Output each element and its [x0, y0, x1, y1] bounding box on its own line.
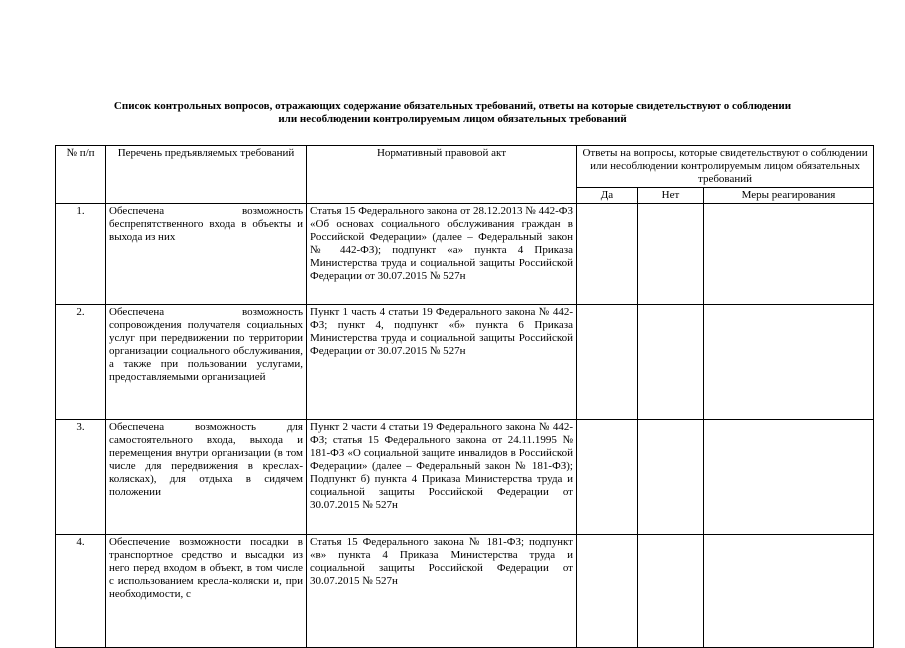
legal-act-cell: Пункт 2 части 4 статьи 19 Федерального закона № 442-ФЗ; статья 15 Федерального закона от 24.11.1995 № 181-ФЗ «О социальной защите инвалидов в Российской Федерации» (далее – Федеральный закон № 181-ФЗ); Подпункт б) пункта 4 Приказа Министерства труда и социальной защиты Российской Федерации от 30.07.2015 № 527н: [307, 420, 577, 535]
document-title-line-2: или несоблюдении контролируемым лицом обязательных требований: [278, 113, 627, 125]
header-row-1: [56, 146, 874, 188]
requirement-cell: Обеспечена возможность для самостоятельного входа, выхода и перемещения внутри организации (в том числе для передвижения в креслах-колясках), для отдыха в сидячем положении: [106, 420, 307, 535]
table-row: [56, 204, 874, 305]
header-answers: Ответы на вопросы, которые свидетельствуют о соблюдении или несоблюдении контролируемым лицом обязательных требований: [577, 146, 874, 188]
header-no: Нет: [638, 188, 704, 204]
document-title-line-1: Список контрольных вопросов, отражающих содержание обязательных требований, ответы на которые свидетельствуют о соблюдении: [113, 100, 792, 112]
header-measures: Меры реагирования: [704, 188, 874, 204]
measures-cell[interactable]: [704, 305, 874, 420]
answer-yes-cell[interactable]: [577, 535, 638, 648]
checklist-table: [55, 145, 874, 648]
answer-yes-cell[interactable]: [577, 305, 638, 420]
requirement-cell: Обеспечение возможности посадки в транспортное средство и высадки из него перед входом в объект, в том числе с использованием кресла-коляски и, при необходимости, с: [106, 535, 307, 648]
answer-yes-cell[interactable]: [577, 420, 638, 535]
answer-no-cell[interactable]: [638, 305, 704, 420]
header-yes: Да: [577, 188, 638, 204]
answer-no-cell[interactable]: [638, 204, 704, 305]
document-title: [40, 100, 865, 126]
measures-cell[interactable]: [704, 535, 874, 648]
measures-cell[interactable]: [704, 420, 874, 535]
table-row: [56, 535, 874, 648]
measures-cell[interactable]: [704, 204, 874, 305]
requirement-cell: Обеспечена возможность сопровождения получателя социальных услуг при передвижении по территории организации социального обслуживания, а также при пользовании услугами, предоставляемыми организацией: [106, 305, 307, 420]
row-number: 2.: [56, 305, 106, 420]
row-number: 3.: [56, 420, 106, 535]
table-row: [56, 420, 874, 535]
answer-yes-cell[interactable]: [577, 204, 638, 305]
legal-act-cell: Статья 15 Федерального закона № 181-ФЗ; подпункт «в» пункта 4 Приказа Министерства труда и социальной защиты Российской Федерации от 30.07.2015 № 527н: [307, 535, 577, 648]
table-row: [56, 305, 874, 420]
header-legal-act: Нормативный правовой акт: [307, 146, 577, 204]
row-number: 4.: [56, 535, 106, 648]
requirement-cell: Обеспечена возможность беспрепятственного входа в объекты и выхода из них: [106, 204, 307, 305]
legal-act-cell: Пункт 1 часть 4 статьи 19 Федерального закона № 442-ФЗ; пункт 4, подпункт «б» пункта 6 Приказа Министерства труда и социальной защиты Российской Федерации от 30.07.2015 № 527н: [307, 305, 577, 420]
legal-act-cell: Статья 15 Федерального закона от 28.12.2013 № 442-ФЗ «Об основах социального обслуживания граждан в Российской Федерации» (далее – Федеральный закон № 442-ФЗ); подпункт «а» пункта 4 Приказа Министерства труда и социальной защиты Российской Федерации от 30.07.2015 № 527н: [307, 204, 577, 305]
answer-no-cell[interactable]: [638, 420, 704, 535]
header-num: № п/п: [56, 146, 106, 204]
header-requirements: Перечень предъявляемых требований: [106, 146, 307, 204]
row-number: 1.: [56, 204, 106, 305]
answer-no-cell[interactable]: [638, 535, 704, 648]
